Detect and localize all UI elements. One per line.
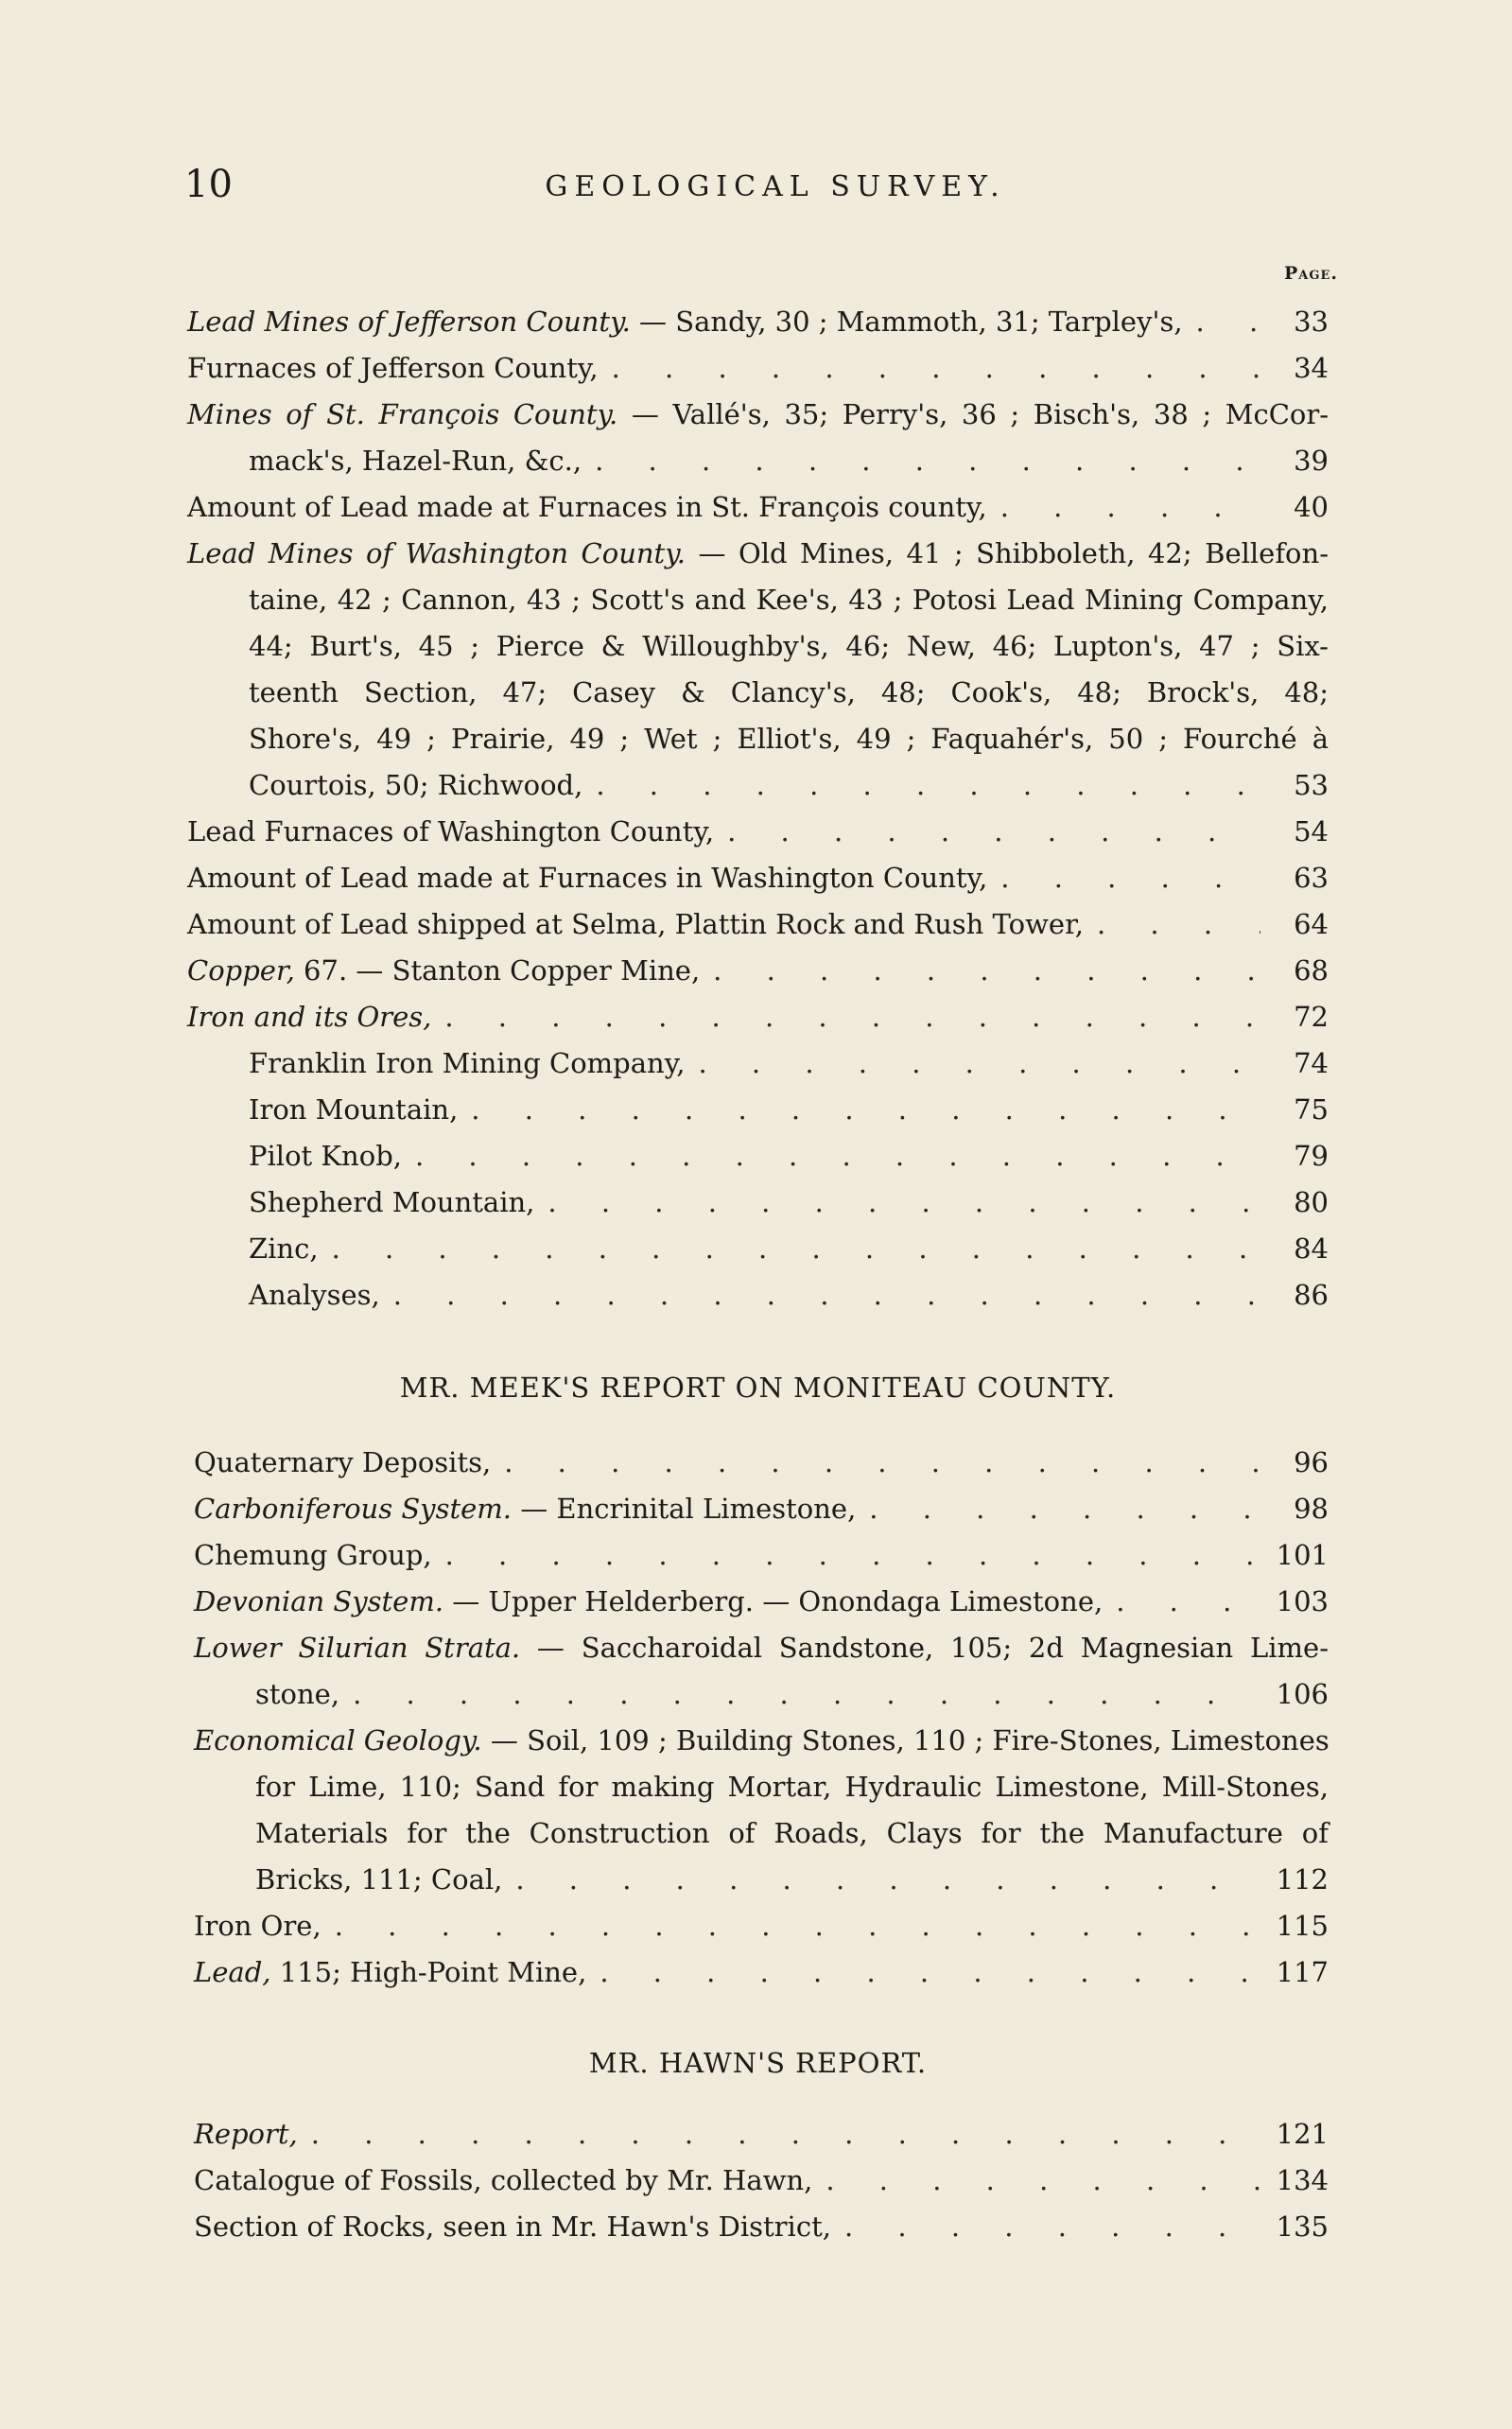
- toc-section-1: [187, 299, 1329, 1319]
- toc-entry-text: — Old Mines, 41 ; Shibboleth, 42; Bellefon-: [685, 537, 1329, 569]
- toc-entry-italic: Devonian System.: [194, 1585, 444, 1617]
- toc-entry-italic: Carboniferous System.: [194, 1493, 512, 1525]
- toc-page-ref: 63: [1294, 862, 1329, 894]
- toc-page-ref: 53: [1294, 769, 1329, 801]
- toc-entry-text: Shepherd Mountain,: [249, 1186, 535, 1218]
- toc-entry-text: Zinc,: [249, 1232, 319, 1265]
- leader-dots: [812, 2158, 1260, 2204]
- toc-entry: [194, 1486, 1329, 1532]
- toc-entry-text: Iron Mountain,: [249, 1093, 459, 1126]
- toc-entry-continuation: Shore's, 49 ; Prairie, 49 ; Wet ; Elliot's, 49 ; Faquahér's, 50 ; Fourché à: [249, 723, 1329, 755]
- toc-subentry: [187, 1272, 1329, 1319]
- toc-page-ref: 115: [1276, 1910, 1329, 1942]
- toc-entry-text: Catalogue of Fossils, collected by Mr. Hawn,: [194, 2164, 813, 2196]
- toc-section-3: [194, 2111, 1329, 2250]
- toc-page-ref: 34: [1294, 352, 1329, 384]
- toc-entry-text: — Saccharoidal Sandstone, 105; 2d Magnesian Lime-: [520, 1632, 1329, 1664]
- toc-entry-text: Analyses,: [249, 1279, 380, 1311]
- toc-entry-italic: Lower Silurian Strata.: [194, 1632, 521, 1664]
- toc-page-ref: 39: [1294, 445, 1329, 477]
- toc-page-ref: 98: [1294, 1493, 1329, 1525]
- toc-page-ref: 40: [1294, 491, 1329, 523]
- toc-page-ref: 112: [1276, 1863, 1329, 1896]
- toc-page-ref: 79: [1294, 1140, 1329, 1172]
- section-heading-meek: MR. MEEK'S REPORT ON MONITEAU COUNTY.: [399, 1372, 1117, 1404]
- toc-page-ref: 121: [1276, 2118, 1329, 2150]
- leader-dots: [714, 809, 1260, 855]
- toc-entry-text: 67. — Stanton Copper Mine,: [294, 954, 701, 987]
- toc-page-ref: 84: [1294, 1232, 1329, 1265]
- toc-subentry: [187, 1180, 1329, 1226]
- leader-dots: [431, 994, 1260, 1040]
- toc-page-ref: 117: [1276, 1956, 1329, 1988]
- toc-entry-text: Amount of Lead shipped at Selma, Plattin Rock and Rush Tower,: [187, 908, 1084, 940]
- toc-entry-italic: Report,: [194, 2118, 298, 2150]
- toc-entry-continuation: Materials for the Construction of Roads, Clays for the Manufacture of: [255, 1817, 1329, 1849]
- toc-entry-continuation: taine, 42 ; Cannon, 43 ; Scott's and Kee's, 43 ; Potosi Lead Mining Company,: [249, 584, 1329, 616]
- toc-page-ref: 64: [1294, 908, 1329, 940]
- toc-entry-text: Lead Furnaces of Washington County,: [187, 815, 715, 848]
- toc-entry-continuation: [194, 1671, 1329, 1718]
- toc-entry: [187, 948, 1329, 994]
- leader-dots: [1084, 901, 1260, 948]
- toc-entry: [194, 1440, 1329, 1486]
- toc-entry: [194, 1949, 1329, 1996]
- toc-page-ref: 134: [1276, 2164, 1329, 2196]
- toc-section-2: [194, 1440, 1329, 1996]
- leader-dots: [856, 1486, 1260, 1532]
- leader-dots: [319, 1226, 1260, 1272]
- leader-dots: [831, 2204, 1260, 2250]
- toc-entry-text: — Vallé's, 35; Perry's, 36 ; Bisch's, 38 ; McCor-: [617, 398, 1329, 430]
- toc-entry-text: — Encrinital Limestone,: [511, 1493, 857, 1525]
- toc-entry-text: mack's, Hazel-Run, &c.,: [249, 445, 582, 477]
- toc-page-ref: 75: [1294, 1093, 1329, 1126]
- toc-entry-italic: Economical Geology.: [194, 1724, 482, 1756]
- leader-dots: [582, 762, 1260, 809]
- toc-entry-text: Pilot Knob,: [249, 1140, 402, 1172]
- toc-subentry: [187, 1226, 1329, 1272]
- toc-entry-text: 115; High-Point Mine,: [270, 1956, 587, 1988]
- toc-entry-text: Bricks, 111; Coal,: [255, 1863, 503, 1896]
- toc-entry: [194, 1532, 1329, 1579]
- toc-entry-italic: Lead Mines of Jefferson County.: [187, 306, 631, 338]
- toc-entry: [194, 1625, 1329, 1671]
- leader-dots: [502, 1857, 1260, 1903]
- toc-page-ref: 33: [1294, 306, 1329, 338]
- toc-subentry: [187, 1133, 1329, 1180]
- toc-entry-continuation: [187, 438, 1329, 484]
- toc-page-ref: 74: [1294, 1047, 1329, 1079]
- toc-entry-text: Section of Rocks, seen in Mr. Hawn's District,: [194, 2211, 831, 2243]
- toc-subentry: [187, 1087, 1329, 1133]
- leader-dots: [534, 1180, 1260, 1226]
- toc-entry-text: — Upper Helderberg. — Onondaga Limestone,: [443, 1585, 1104, 1617]
- leader-dots: [1103, 1579, 1260, 1625]
- leader-dots: [599, 345, 1260, 392]
- toc-entry: [187, 484, 1329, 531]
- toc-page-ref: 68: [1294, 954, 1329, 987]
- leader-dots: [380, 1272, 1260, 1319]
- leader-dots: [987, 484, 1260, 531]
- toc-page-ref: 54: [1294, 815, 1329, 848]
- toc-entry: [187, 994, 1329, 1040]
- toc-entry-text: Amount of Lead made at Furnaces in St. François county,: [187, 491, 987, 523]
- toc-entry-text: Furnaces of Jefferson County,: [187, 352, 599, 384]
- leader-dots: [685, 1040, 1260, 1087]
- toc-entry: [187, 855, 1329, 901]
- toc-page-ref: 72: [1294, 1001, 1329, 1033]
- toc-entry: [194, 2158, 1329, 2204]
- toc-entry-continuation: 44; Burt's, 45 ; Pierce & Willoughby's, 46; New, 46; Lupton's, 47 ; Six-: [249, 630, 1329, 662]
- toc-entry: [194, 1903, 1329, 1949]
- leader-dots: [339, 1671, 1260, 1718]
- toc-entry-continuation: [194, 1857, 1329, 1903]
- toc-entry: [194, 2204, 1329, 2250]
- running-title: GEOLOGICAL SURVEY.: [545, 170, 1006, 203]
- page-column-label: Page.: [1284, 263, 1338, 284]
- toc-entry-text: Courtois, 50; Richwood,: [249, 769, 583, 801]
- toc-entry-italic: Lead Mines of Washington County.: [187, 537, 686, 569]
- toc-entry-text: Iron Ore,: [194, 1910, 322, 1942]
- toc-entry-continuation: [187, 762, 1329, 809]
- toc-entry: [194, 2111, 1329, 2158]
- leader-dots: [491, 1440, 1260, 1486]
- toc-page-ref: 135: [1276, 2211, 1329, 2243]
- toc-entry-text: Amount of Lead made at Furnaces in Washington County,: [187, 862, 988, 894]
- toc-page-ref: 80: [1294, 1186, 1329, 1218]
- section-heading-hawn: MR. HAWN'S REPORT.: [588, 2047, 928, 2079]
- toc-page-ref: 96: [1294, 1446, 1329, 1478]
- toc-page-ref: 103: [1276, 1585, 1329, 1617]
- toc-entry-continuation: teenth Section, 47; Casey & Clancy's, 48; Cook's, 48; Brock's, 48;: [249, 676, 1329, 708]
- leader-dots: [987, 855, 1260, 901]
- toc-entry: [187, 299, 1329, 345]
- leader-dots: [586, 1949, 1260, 1996]
- leader-dots: [700, 948, 1260, 994]
- toc-entry-continuation: for Lime, 110; Sand for making Mortar, Hydraulic Limestone, Mill-Stones,: [255, 1771, 1329, 1803]
- leader-dots: [402, 1133, 1260, 1180]
- page-number: 10: [184, 163, 233, 206]
- toc-entry-text: stone,: [255, 1678, 340, 1710]
- toc-entry: [187, 901, 1329, 948]
- toc-subentry: [187, 1040, 1329, 1087]
- toc-entry: [187, 345, 1329, 392]
- leader-dots: [582, 438, 1260, 484]
- leader-dots: [322, 1903, 1260, 1949]
- leader-dots: [458, 1087, 1260, 1133]
- toc-entry: [187, 531, 1329, 577]
- running-head: [184, 163, 1329, 219]
- toc-entry-text: Chemung Group,: [194, 1539, 432, 1571]
- toc-entry: [194, 1718, 1329, 1764]
- toc-entry-italic: Iron and its Ores,: [187, 1001, 432, 1033]
- leader-dots: [298, 2111, 1260, 2158]
- toc-entry: [187, 392, 1329, 438]
- toc-page-ref: 86: [1294, 1279, 1329, 1311]
- toc-entry-italic: Mines of St. François County.: [187, 398, 618, 430]
- leader-dots: [1183, 299, 1260, 345]
- toc-entry: [187, 809, 1329, 855]
- toc-entry-text: Franklin Iron Mining Company,: [249, 1047, 686, 1079]
- toc-entry-text: Quaternary Deposits,: [194, 1446, 492, 1478]
- toc-entry-italic: Lead,: [194, 1956, 271, 1988]
- toc-entry-italic: Copper,: [187, 954, 295, 987]
- leader-dots: [432, 1532, 1260, 1579]
- toc-entry: [194, 1579, 1329, 1625]
- toc-page-ref: 101: [1276, 1539, 1329, 1571]
- toc-entry-text: — Soil, 109 ; Building Stones, 110 ; Fire-Stones, Limestones: [481, 1724, 1330, 1756]
- toc-page-ref: 106: [1276, 1678, 1329, 1710]
- toc-entry-text: — Sandy, 30 ; Mammoth, 31; Tarpley's,: [630, 306, 1183, 338]
